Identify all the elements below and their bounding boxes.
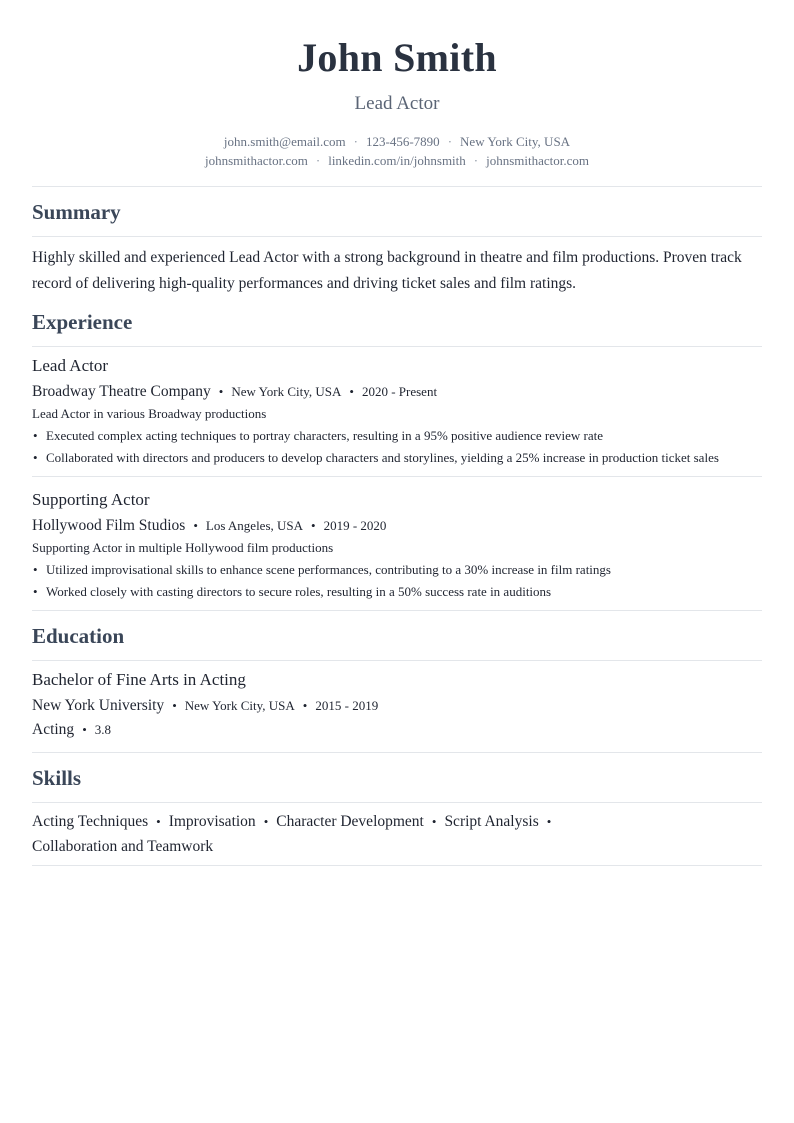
skill-separator: •	[431, 814, 437, 829]
degree-title: Bachelor of Fine Arts in Acting	[32, 670, 246, 689]
meta-bullet: •	[349, 384, 354, 399]
section-title-summary: Summary	[32, 200, 121, 224]
meta-bullet: •	[311, 518, 316, 533]
experience-entry	[32, 347, 762, 477]
achievement-item	[32, 427, 762, 445]
candidate-name: John Smith	[297, 35, 497, 80]
job-title: Lead Actor	[32, 356, 108, 375]
field-of-study: Acting	[32, 721, 75, 738]
school-name: New York University	[32, 697, 165, 714]
job-title: Supporting Actor	[32, 490, 150, 509]
job-dates: 2019 - 2020	[323, 518, 387, 533]
skills-section	[32, 753, 762, 866]
achievement-text: Worked closely with casting directors to secure roles, resulting in a 50% success rate in auditions	[46, 584, 552, 599]
skill-item: Improvisation	[168, 813, 256, 830]
skill-item: Acting Techniques	[32, 813, 149, 830]
meta-bullet: •	[302, 698, 308, 713]
company-name: Broadway Theatre Company	[32, 383, 211, 400]
meta-bullet: •	[82, 722, 87, 737]
bullet-marker: •	[33, 584, 38, 599]
contact-line-1	[32, 132, 762, 151]
bullet-marker: •	[33, 428, 38, 443]
phone-number[interactable]: 123-456-7890	[366, 134, 440, 149]
achievement-text: Utilized improvisational skills to enhance scene performances, contributing to a 30% increase in film ratings	[46, 562, 611, 577]
meta-bullet: •	[172, 698, 177, 713]
job-location: Los Angeles, USA	[205, 518, 304, 533]
experience-entry	[32, 477, 762, 611]
achievement-item	[32, 583, 762, 601]
contact-separator: ·	[447, 134, 453, 149]
job-description: Lead Actor in various Broadway productions	[32, 406, 267, 421]
job-achievements	[32, 427, 762, 467]
skill-separator: •	[263, 814, 269, 829]
skill-item: Character Development	[276, 813, 424, 830]
education-entry	[32, 661, 762, 753]
section-title-experience: Experience	[32, 310, 133, 334]
contact-separator: ·	[315, 153, 321, 168]
meta-bullet: •	[218, 384, 224, 399]
achievement-item	[32, 561, 762, 579]
section-title-education: Education	[32, 624, 125, 648]
meta-bullet: •	[193, 518, 198, 533]
contact-separator: ·	[473, 153, 479, 168]
education-section	[32, 611, 762, 753]
education-dates: 2015 - 2019	[315, 698, 379, 713]
skill-item: Collaboration and Teamwork	[32, 838, 214, 855]
candidate-role: Lead Actor	[354, 93, 440, 114]
job-description: Supporting Actor in multiple Hollywood film productions	[32, 540, 334, 555]
linkedin-link[interactable]: linkedin.com/in/johnsmith	[328, 153, 466, 168]
job-achievements	[32, 561, 762, 601]
section-title-skills: Skills	[32, 766, 82, 790]
gpa: 3.8	[94, 722, 111, 737]
experience-section	[32, 297, 762, 611]
resume-header	[32, 0, 762, 170]
skill-separator: •	[546, 814, 552, 829]
job-dates: 2020 - Present	[361, 384, 438, 399]
company-name: Hollywood Film Studios	[32, 517, 186, 534]
job-meta	[32, 515, 762, 537]
education-meta	[32, 695, 762, 717]
bullet-marker: •	[33, 450, 38, 465]
contact-separator: ·	[353, 134, 359, 149]
bullet-marker: •	[33, 562, 38, 577]
location: New York City, USA	[460, 134, 571, 149]
website-link[interactable]: johnsmithactor.com	[204, 153, 308, 168]
job-location: New York City, USA	[231, 384, 342, 399]
achievement-text: Collaborated with directors and producers to develop characters and storylines, yielding a 25% increase in production ticket sales	[46, 450, 719, 465]
skill-item: Script Analysis	[444, 813, 539, 830]
contact-info	[32, 132, 762, 170]
school-location: New York City, USA	[184, 698, 295, 713]
contact-line-2	[32, 151, 762, 170]
field-and-gpa	[32, 719, 762, 741]
skill-separator: •	[156, 814, 161, 829]
skills-list	[32, 803, 762, 865]
achievement-text: Executed complex acting techniques to portray characters, resulting in a 95% positive audience review rate	[46, 428, 603, 443]
divider	[32, 865, 762, 866]
achievement-item	[32, 449, 762, 467]
portfolio-link[interactable]: johnsmithactor.com	[486, 153, 590, 168]
summary-text: Highly skilled and experienced Lead Actor with a strong background in theatre and film productions. Proven track record of delivering high-quality performances and driving ticket sales and film ratings.	[32, 249, 742, 292]
job-meta	[32, 381, 762, 403]
summary-section	[32, 187, 762, 297]
email-link[interactable]: john.smith@email.com	[223, 134, 346, 149]
